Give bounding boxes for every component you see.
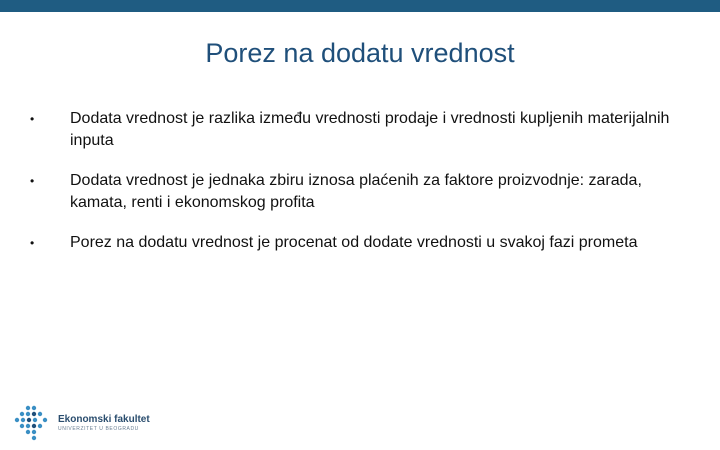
bullet-marker: • — [30, 112, 35, 126]
bullet-text: Dodata vrednost je razlika između vrednosti prodaje i vrednosti kupljenih materijalnih inputa — [70, 110, 670, 149]
bullet-list — [30, 108, 670, 272]
bullet-item — [30, 170, 670, 214]
faculty-logo — [14, 405, 174, 441]
bullet-item — [30, 232, 670, 254]
bullet-text: Dodata vrednost je jednaka zbiru iznosa plaćenih za faktore proizvodnje: zarada, kamata, renti i ekonomskog profita — [70, 172, 642, 211]
bullet-item — [30, 108, 670, 152]
bullet-text: Porez na dodatu vrednost je procenat od dodate vrednosti u svakoj fazi prometa — [70, 234, 638, 251]
dotted-logo-icon — [14, 405, 52, 441]
bullet-marker: • — [30, 174, 35, 188]
logo-name: Ekonomski fakultet — [58, 414, 150, 425]
logo-subtitle: UNIVERZITET U BEOGRADU — [58, 426, 139, 432]
slide-title: Porez na dodatu vrednost — [205, 38, 515, 68]
bullet-marker: • — [30, 236, 35, 250]
top-accent-bar — [0, 0, 720, 12]
